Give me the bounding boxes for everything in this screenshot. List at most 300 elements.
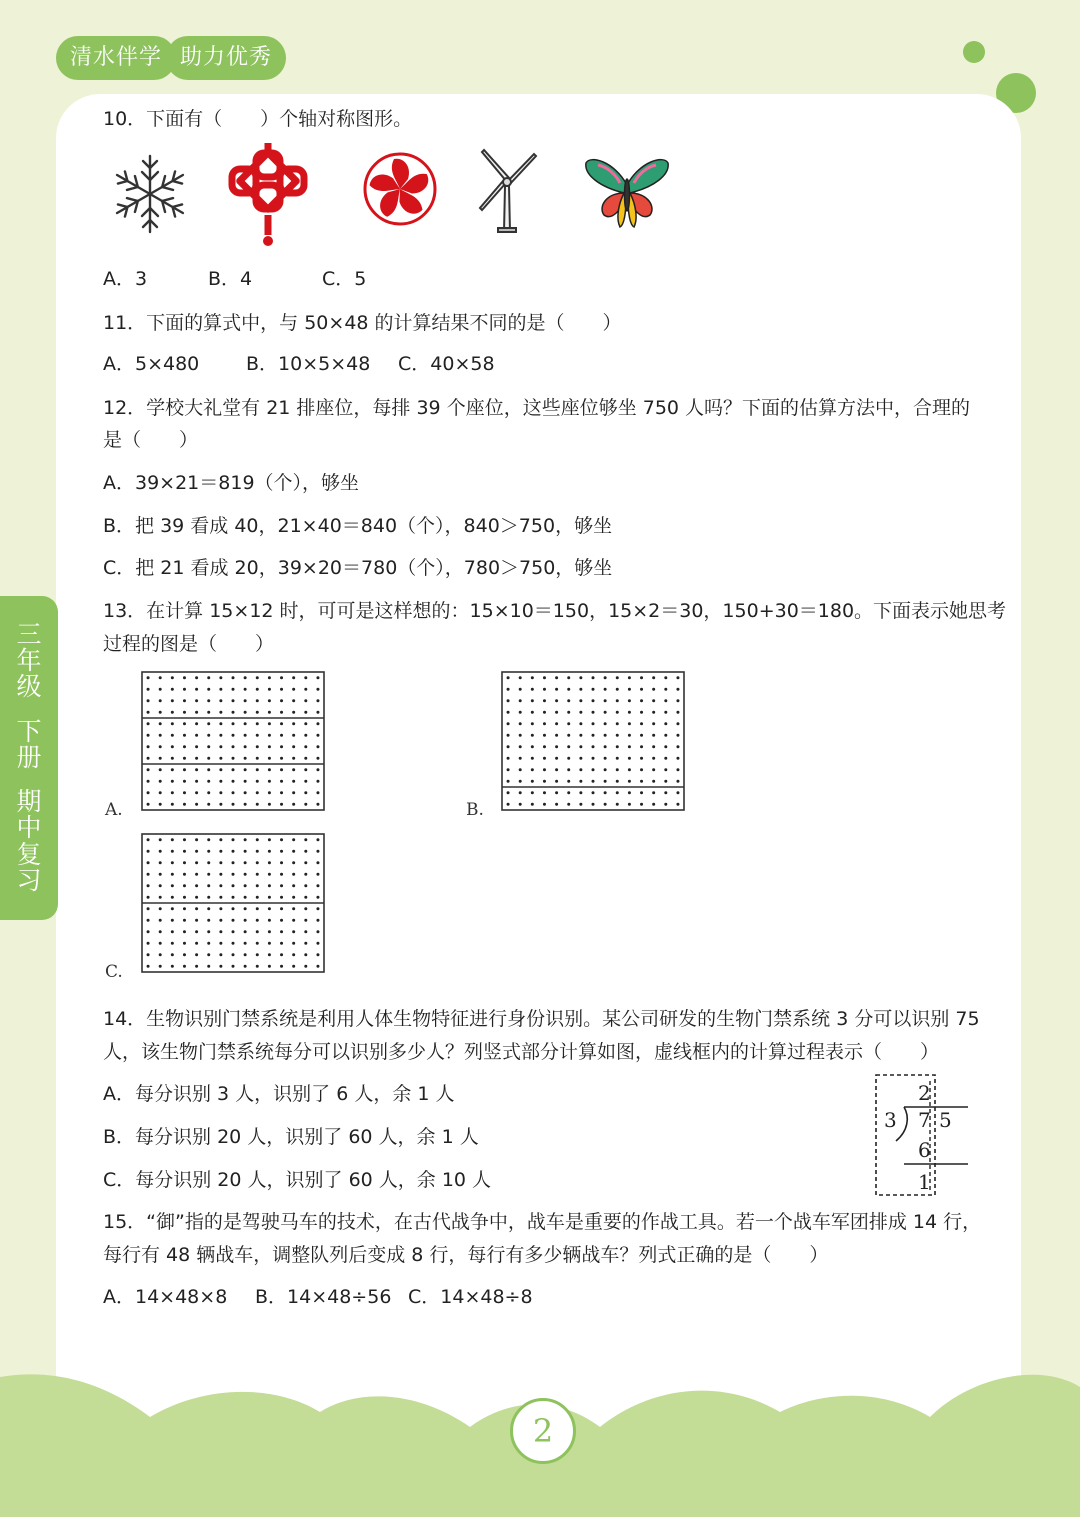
grid-dot: [579, 768, 582, 771]
grid-dot: [555, 734, 558, 737]
grid-dot: [652, 768, 655, 771]
grid-dot: [232, 965, 235, 968]
grid-dot: [256, 919, 259, 922]
grid-dot: [268, 930, 271, 933]
grid-dot: [567, 688, 570, 691]
q14-stem-line1: 14．生物识别门禁系统是利用人体生物特征进行身份识别。某公司研发的生物门禁系统 3 分可以识别 75: [103, 1008, 980, 1030]
grid-dot: [280, 873, 283, 876]
grid-dot: [304, 965, 307, 968]
grid-dot: [567, 722, 570, 725]
grid-dot: [159, 688, 162, 691]
grid-dot: [256, 965, 259, 968]
grid-dot: [171, 768, 174, 771]
grid-dot: [531, 803, 534, 806]
grid-dot: [543, 711, 546, 714]
grid-dot: [147, 873, 150, 876]
grid-dot: [616, 768, 619, 771]
grid-dot: [232, 757, 235, 760]
grid-dot: [592, 780, 595, 783]
grid-dot: [280, 896, 283, 899]
grid-dot: [256, 850, 259, 853]
grid-dot: [519, 699, 522, 702]
grid-dot: [195, 757, 198, 760]
grid-dot: [676, 688, 679, 691]
grid-dot: [292, 919, 295, 922]
grid-dot: [244, 850, 247, 853]
grid-dot: [280, 768, 283, 771]
grid-dot: [244, 803, 247, 806]
grid-dot: [316, 688, 319, 691]
grid-dot: [147, 757, 150, 760]
grid-dot: [652, 711, 655, 714]
grid-dot: [256, 768, 259, 771]
grid-dot: [316, 965, 319, 968]
grid-dot: [579, 757, 582, 760]
grid-dot: [604, 711, 607, 714]
grid-dot: [268, 850, 271, 853]
grid-dot: [147, 884, 150, 887]
grid-dot: [507, 757, 510, 760]
grid-dot: [244, 896, 247, 899]
grid-dot: [652, 780, 655, 783]
grid-dot: [519, 688, 522, 691]
grid-dot: [159, 873, 162, 876]
grid-dot: [567, 711, 570, 714]
grid-dot: [232, 791, 235, 794]
grid-dot: [676, 791, 679, 794]
grid-dot: [195, 699, 198, 702]
grid-dot: [207, 699, 210, 702]
grid-dot: [555, 791, 558, 794]
grid-dot: [652, 676, 655, 679]
grid-dot: [507, 745, 510, 748]
grid-dot: [664, 803, 667, 806]
snowflake-icon: [110, 152, 190, 236]
grid-dot: [531, 768, 534, 771]
grid-dot: [640, 803, 643, 806]
grid-dot: [555, 699, 558, 702]
grid-dot: [159, 757, 162, 760]
grid-dot: [244, 757, 247, 760]
grid-dot: [207, 838, 210, 841]
grid-dot: [640, 722, 643, 725]
grid-dot: [316, 919, 319, 922]
grid-dot: [147, 965, 150, 968]
grid-dot: [207, 884, 210, 887]
grid-dot: [292, 757, 295, 760]
grid-dot: [628, 676, 631, 679]
grid-dot: [232, 780, 235, 783]
grid-dot: [268, 676, 271, 679]
grid-dot: [628, 688, 631, 691]
grid-dot: [292, 722, 295, 725]
grid-dot: [219, 953, 222, 956]
grid-dot: [304, 722, 307, 725]
q15-stem-line2: 每行有 48 辆战车，调整队列后变成 8 行，每行有多少辆战车？列式正确的是（ ）: [103, 1244, 829, 1266]
grid-dot: [592, 676, 595, 679]
q13-label-b: B.: [466, 800, 484, 820]
grid-dot: [183, 688, 186, 691]
grid-dot: [232, 873, 235, 876]
grid-dot: [531, 722, 534, 725]
grid-dot: [219, 745, 222, 748]
grid-dot: [268, 861, 271, 864]
grid-dot: [159, 953, 162, 956]
grid-dot: [232, 930, 235, 933]
grid-dot: [268, 791, 271, 794]
q15-stem-line1: 15．“御”指的是驾驶马车的技术，在古代战争中，战车是重要的作战工具。若一个战车军团排成 14 行，: [103, 1211, 982, 1233]
q13-label-c: C.: [105, 962, 123, 982]
grid-dot: [316, 699, 319, 702]
division-product: 6: [918, 1138, 931, 1162]
grid-dot: [567, 745, 570, 748]
grid-dot: [304, 780, 307, 783]
grid-dot: [256, 676, 259, 679]
grid-dot: [183, 850, 186, 853]
grid-dot: [292, 734, 295, 737]
q10-option-a: A．3: [103, 268, 148, 290]
grid-dot: [628, 722, 631, 725]
grid-dot: [304, 850, 307, 853]
grid-dot: [171, 838, 174, 841]
grid-dot: [304, 791, 307, 794]
grid-dot: [159, 722, 162, 725]
grid-dot: [195, 953, 198, 956]
grid-dot: [256, 873, 259, 876]
butterfly-icon: [584, 155, 670, 231]
grid-dot: [244, 838, 247, 841]
q13-dot-grid-c: [140, 832, 326, 974]
grid-dot: [232, 688, 235, 691]
q15-option-a: A．14×48×8: [103, 1286, 228, 1308]
grid-dot: [304, 930, 307, 933]
grid-dot: [159, 745, 162, 748]
grid-dot: [292, 838, 295, 841]
grid-dot: [232, 768, 235, 771]
grid-dot: [256, 734, 259, 737]
grid-dot: [159, 734, 162, 737]
grid-dot: [183, 965, 186, 968]
grid-dot: [159, 861, 162, 864]
grid-dot: [147, 838, 150, 841]
grid-dot: [316, 676, 319, 679]
division-quotient: 2: [918, 1081, 931, 1105]
grid-dot: [280, 884, 283, 887]
grid-dot: [507, 803, 510, 806]
grid-dot: [316, 896, 319, 899]
grid-dot: [567, 780, 570, 783]
grid-dot: [183, 838, 186, 841]
grid-dot: [280, 942, 283, 945]
grid-dot: [183, 711, 186, 714]
grid-dot: [604, 791, 607, 794]
grid-dot: [244, 907, 247, 910]
grid-dot: [567, 734, 570, 737]
grid-dot: [507, 676, 510, 679]
grid-dot: [628, 780, 631, 783]
grid-dot: [147, 791, 150, 794]
grid-dot: [256, 757, 259, 760]
grid-dot: [219, 722, 222, 725]
grid-dot: [616, 757, 619, 760]
grid-dot: [207, 722, 210, 725]
grid-dot: [292, 896, 295, 899]
grid-dot: [207, 711, 210, 714]
grid-dot: [268, 873, 271, 876]
grid-dot: [628, 791, 631, 794]
grid-dot: [219, 919, 222, 922]
chinese-knot-icon: [225, 143, 311, 247]
grid-dot: [676, 711, 679, 714]
grid-dot: [567, 791, 570, 794]
grid-dot: [219, 965, 222, 968]
q13-label-a: A.: [105, 800, 123, 820]
grid-dot: [232, 861, 235, 864]
grid-dot: [207, 907, 210, 910]
grid-dot: [567, 768, 570, 771]
grid-dot: [316, 873, 319, 876]
grid-dot: [183, 873, 186, 876]
grid-dot: [579, 745, 582, 748]
grid-dot: [244, 791, 247, 794]
grid-dot: [244, 884, 247, 887]
grid-dot: [268, 768, 271, 771]
q11-option-c: C．40×58: [398, 353, 495, 375]
grid-dot: [268, 780, 271, 783]
grid-dot: [183, 768, 186, 771]
q14-long-division-figure: [874, 1073, 974, 1198]
grid-dot: [640, 676, 643, 679]
grid-dot: [183, 930, 186, 933]
side-char: 年: [16, 646, 42, 676]
grid-dot: [531, 745, 534, 748]
grid-dot: [280, 722, 283, 725]
grid-dot: [676, 780, 679, 783]
grid-dot: [147, 745, 150, 748]
q13-stem-line1: 13．在计算 15×12 时，可可是这样想的：15×10＝150，15×2＝30，150+30＝180。下面表示她思考: [103, 600, 1007, 622]
grid-dot: [147, 711, 150, 714]
grid-dot: [316, 838, 319, 841]
grid-dot: [304, 907, 307, 910]
grid-dot: [676, 745, 679, 748]
grid-dot: [244, 965, 247, 968]
grid-dot: [159, 919, 162, 922]
grid-dot: [232, 676, 235, 679]
grid-dot: [316, 930, 319, 933]
grid-dot: [616, 734, 619, 737]
grid-dot: [171, 884, 174, 887]
grid-dot: [676, 722, 679, 725]
grid-dot: [207, 861, 210, 864]
grid-dot: [183, 919, 186, 922]
grid-dot: [219, 884, 222, 887]
grid-dot: [232, 850, 235, 853]
grid-dot: [543, 699, 546, 702]
grid-dot: [316, 791, 319, 794]
grid-dot: [531, 780, 534, 783]
grid-dot: [304, 896, 307, 899]
grid-dot: [207, 676, 210, 679]
q11-option-a: A．5×480: [103, 353, 200, 375]
grid-dot: [664, 780, 667, 783]
grid-dot: [195, 734, 198, 737]
grid-dot: [604, 745, 607, 748]
grid-dot: [183, 722, 186, 725]
grid-dot: [555, 745, 558, 748]
grid-dot: [592, 803, 595, 806]
grid-dot: [219, 896, 222, 899]
grid-dot: [219, 768, 222, 771]
grid-dot: [207, 942, 210, 945]
grid-dot: [195, 873, 198, 876]
grid-dot: [219, 873, 222, 876]
grid-dot: [147, 780, 150, 783]
grid-dot: [232, 838, 235, 841]
grid-dot: [304, 768, 307, 771]
grid-dot: [219, 861, 222, 864]
grid-dot: [232, 942, 235, 945]
grid-dot: [268, 745, 271, 748]
q10-option-b: B．4: [208, 268, 253, 290]
grid-dot: [555, 757, 558, 760]
grid-dot: [555, 768, 558, 771]
grid-dot: [183, 734, 186, 737]
grid-dot: [171, 873, 174, 876]
header-tag-2: 助力优秀: [166, 36, 286, 80]
grid-dot: [652, 722, 655, 725]
grid-dot: [640, 688, 643, 691]
grid-dot: [507, 734, 510, 737]
grid-dot: [256, 745, 259, 748]
grid-dot: [183, 791, 186, 794]
grid-dot: [232, 953, 235, 956]
grid-dot: [195, 711, 198, 714]
grid-dot: [183, 942, 186, 945]
grid-dot: [268, 734, 271, 737]
grid-dot: [171, 942, 174, 945]
grid-dot: [183, 676, 186, 679]
grid-dot: [592, 688, 595, 691]
grid-dot: [171, 803, 174, 806]
grid-dot: [280, 699, 283, 702]
grid-dot: [244, 919, 247, 922]
grid-dot: [292, 745, 295, 748]
grid-dot: [304, 734, 307, 737]
grid-dot: [519, 803, 522, 806]
grid-dot: [592, 722, 595, 725]
grid-dot: [195, 838, 198, 841]
grid-dot: [519, 722, 522, 725]
grid-dot: [292, 803, 295, 806]
grid-dot: [292, 791, 295, 794]
grid-dot: [159, 965, 162, 968]
grid-dot: [219, 780, 222, 783]
grid-dot: [159, 850, 162, 853]
grid-dot: [219, 942, 222, 945]
grid-dot: [195, 676, 198, 679]
grid-dot: [579, 722, 582, 725]
grid-dot: [292, 907, 295, 910]
grid-dot: [183, 861, 186, 864]
grid-dot: [219, 734, 222, 737]
grid-dot: [628, 757, 631, 760]
grid-dot: [159, 803, 162, 806]
grid-dot: [616, 803, 619, 806]
grid-dot: [304, 873, 307, 876]
grid-dot: [292, 930, 295, 933]
grid-dot: [531, 676, 534, 679]
q14-option-b: B．每分识别 20 人，识别了 60 人，余 1 人: [103, 1126, 479, 1148]
grid-dot: [304, 745, 307, 748]
grid-dot: [531, 791, 534, 794]
grid-dot: [280, 838, 283, 841]
grid-dot: [616, 722, 619, 725]
q15-option-c: C．14×48÷8: [408, 1286, 533, 1308]
q14-stem-line2: 人，该生物门禁系统每分可以识别多少人？列竖式部分计算如图，虚线框内的计算过程表示（ ）: [103, 1041, 940, 1063]
grid-dot: [159, 791, 162, 794]
grid-dot: [183, 745, 186, 748]
grid-dot: [292, 953, 295, 956]
bauhinia-flag-icon: [362, 151, 438, 227]
grid-dot: [519, 676, 522, 679]
grid-dot: [507, 768, 510, 771]
grid-dot: [171, 722, 174, 725]
grid-dot: [628, 745, 631, 748]
grid-dot: [171, 699, 174, 702]
grid-dot: [183, 780, 186, 783]
grid-dot: [531, 757, 534, 760]
grid-dot: [664, 734, 667, 737]
grid-dot: [316, 803, 319, 806]
grid-dot: [207, 791, 210, 794]
grid-dot: [280, 965, 283, 968]
grid-dot: [256, 699, 259, 702]
side-char: 习: [16, 865, 42, 895]
grid-dot: [207, 965, 210, 968]
grid-dot: [664, 745, 667, 748]
decor-dot-small: [963, 41, 985, 63]
grid-dot: [268, 688, 271, 691]
grid-dot: [579, 791, 582, 794]
grid-dot: [195, 791, 198, 794]
grid-dot: [555, 676, 558, 679]
grid-dot: [268, 699, 271, 702]
grid-dot: [147, 861, 150, 864]
grid-dot: [256, 688, 259, 691]
grid-dot: [292, 884, 295, 887]
grid-dot: [664, 676, 667, 679]
grid-dot: [531, 688, 534, 691]
grid-dot: [207, 953, 210, 956]
side-char: 期: [16, 787, 42, 817]
grid-dot: [244, 942, 247, 945]
grid-dot: [195, 688, 198, 691]
grid-dot: [579, 734, 582, 737]
grid-dot: [207, 919, 210, 922]
grid-dot: [304, 884, 307, 887]
grid-dot: [171, 734, 174, 737]
grid-dot: [268, 919, 271, 922]
grid-dot: [207, 850, 210, 853]
grid-dot: [171, 745, 174, 748]
grid-dot: [280, 676, 283, 679]
grid-dot: [256, 907, 259, 910]
side-char: 中: [16, 813, 42, 843]
grid-dot: [519, 768, 522, 771]
grid-dot: [616, 780, 619, 783]
grid-dot: [604, 688, 607, 691]
grid-dot: [543, 803, 546, 806]
